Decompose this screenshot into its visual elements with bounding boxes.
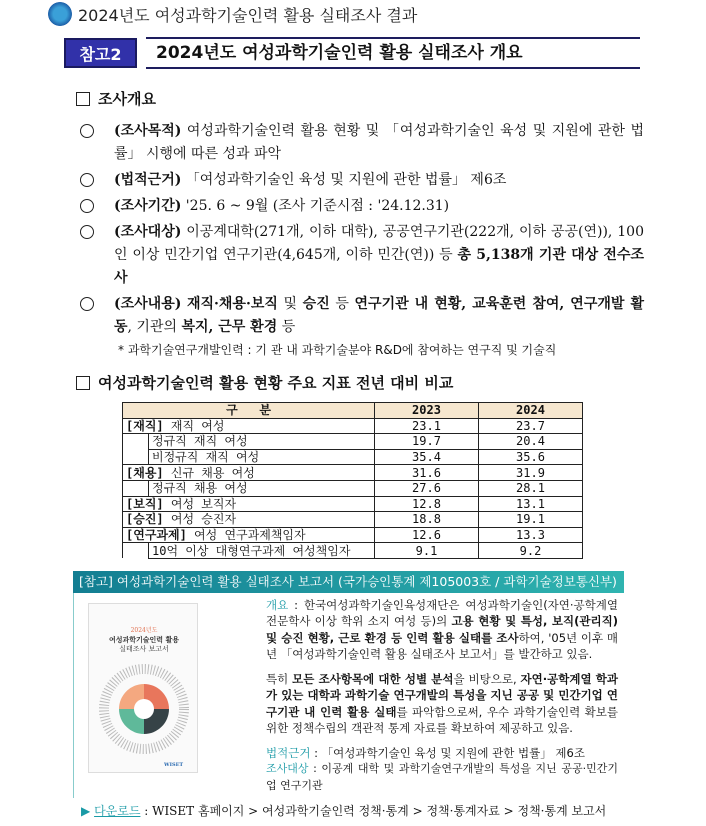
item-bold-text: 복지, 근무 환경 — [181, 319, 278, 335]
circle-bullet-icon — [80, 124, 94, 138]
row-label: 10억 이상 대형연구과제 여성책임자 — [149, 543, 375, 559]
value-2023: 31.6 — [375, 465, 479, 481]
cover-footer: WISET — [164, 761, 184, 768]
value-2024: 13.3 — [479, 527, 583, 543]
column-header: 구 분 — [123, 403, 375, 419]
basis-label: 법적근거 — [266, 745, 311, 760]
table-row — [123, 543, 583, 559]
report-detail — [266, 671, 618, 737]
row-label — [123, 465, 375, 481]
text: 을 비탕으로, — [453, 671, 521, 686]
circle-bullet-icon — [80, 173, 94, 187]
section-title: 2024년도 여성과학기술인력 활용 실태조사 개요 — [146, 37, 640, 69]
value-2024: 20.4 — [479, 434, 583, 450]
item-label: (조사대상) — [114, 224, 182, 240]
item-text: 이공계대학(271개, 이하 대학), 공공연구기관(222개, 이하 공공(연)), 100인 이상 민간기업 연구기관(4,645개, 이하 민간(연)) 등 — [114, 224, 644, 263]
value-2023: 12.8 — [375, 496, 479, 512]
text: : 한국여성과학기술인육성재단은 여성과학기술인(자연·공학계열 전문학사 이상 학위 소지 여성 등)의 — [266, 597, 618, 629]
text: 하여, '05년 이후 매년 「여성과학기술인력 활용 실태조사 보고서」를 발간하고 있음. — [266, 630, 618, 662]
table-row — [123, 434, 583, 450]
row-tag: [승진] — [126, 512, 164, 527]
value-2023: 35.4 — [375, 449, 479, 465]
report-basis — [266, 745, 618, 762]
indent-cell — [123, 449, 149, 465]
value-2024: 19.1 — [479, 512, 583, 528]
row-label-text: 신규 채용 여성 — [163, 465, 255, 480]
item-text: , 기관의 — [127, 319, 182, 335]
value-2023: 9.1 — [375, 543, 479, 559]
row-tag: [재직] — [126, 418, 164, 433]
table-row — [123, 527, 583, 543]
table-header-row — [123, 403, 583, 419]
report-banner: [참고] 여성과학기술인력 활용 실태조사 보고서 (국가승인통계 제105003호 / 과학기술정보통신부) — [73, 571, 624, 593]
indent-cell — [123, 480, 149, 496]
header-title: 2024년도 여성과학기술인력 활용 실태조사 결과 — [78, 5, 418, 25]
cover-year: 2024년도 — [130, 626, 158, 634]
row-tag: [보직] — [126, 496, 164, 511]
value-2024: 31.9 — [479, 465, 583, 481]
value-2024: 9.2 — [479, 543, 583, 559]
target-text: : 이공계 대학 및 과학기술연구개발의 특성을 지닌 공공·민간기업 연구기관 — [266, 762, 618, 792]
table-row — [123, 496, 583, 512]
square-bullet-icon — [76, 376, 90, 390]
overview-label: 개요 — [266, 597, 289, 612]
value-2023: 18.8 — [375, 512, 479, 528]
row-label-text: 재직 여성 — [163, 418, 225, 433]
circle-bullet-icon — [80, 297, 94, 311]
value-2024: 35.6 — [479, 449, 583, 465]
row-tag: [채용] — [126, 465, 164, 480]
item-text: 및 — [277, 296, 303, 312]
overview-heading — [76, 88, 706, 110]
overview-item-content — [80, 293, 644, 339]
item-bold-text: 승진 — [302, 296, 330, 312]
play-arrow-icon: ▶ — [81, 804, 91, 819]
table-row — [123, 418, 583, 434]
item-text: 등 — [277, 319, 296, 335]
row-label — [123, 512, 375, 528]
overview-item-basis — [80, 169, 644, 192]
circle-bullet-icon — [80, 199, 94, 213]
item-label: (조사목적) — [114, 123, 182, 139]
comparison-heading-text: 여성과학기술인력 활용 현황 주요 지표 전년 대비 비교 — [98, 374, 454, 392]
table-row — [123, 512, 583, 528]
value-2023: 23.1 — [375, 418, 479, 434]
basis-text: : 「여성과학기술인 육성 및 지원에 관한 법률」 제6조 — [310, 745, 585, 760]
overview-item-purpose — [80, 120, 644, 166]
row-label — [123, 496, 375, 512]
cover-title: 여성과학기술인력 활용 — [108, 634, 180, 644]
table-row — [123, 480, 583, 496]
item-bold-text: 총 5,138개 기관 대상 전수조사 — [114, 247, 644, 286]
report-panel — [73, 593, 624, 799]
report-cover-graphic — [89, 604, 199, 774]
table-row — [123, 449, 583, 465]
value-2024: 23.7 — [479, 418, 583, 434]
overview-item-target — [80, 221, 644, 290]
item-text: 여성과학기술인력 활용 현황 및 「여성과학기술인 육성 및 지원에 관한 법률」 시행에 따른 성과 파악 — [114, 123, 644, 162]
item-label: (법적근거) — [114, 172, 182, 188]
row-label — [123, 527, 375, 543]
report-section — [73, 571, 624, 821]
item-label: (조사내용) — [114, 296, 182, 312]
report-text — [210, 597, 618, 795]
row-label: 정규직 채용 여성 — [149, 480, 375, 496]
bold-text: 자연·공학계열 학과가 있는 대학과 과학기술 연구개발의 특성을 지닌 공공 및 민간기업 연구기관 내 인력 활용 실태 — [266, 671, 619, 719]
overview-items — [80, 120, 644, 339]
report-overview — [266, 597, 618, 663]
bold-text: 모든 조사항목에 대한 성별 분석 — [292, 671, 454, 686]
item-text: '25. 6 ~ 9월 (조사 기준시점 : '24.12.31) — [181, 198, 450, 214]
indent-cell — [123, 543, 149, 559]
row-label: 비정규직 재직 여성 — [149, 449, 375, 465]
item-bold-text: 연구기관 내 현황, 교육훈련 참여, 연구개발 활동 — [114, 296, 644, 335]
value-2024: 28.1 — [479, 480, 583, 496]
column-header: 2023 — [375, 403, 479, 419]
circle-bullet-icon — [80, 225, 94, 239]
download-line — [81, 802, 624, 820]
table-row — [123, 465, 583, 481]
row-label — [123, 418, 375, 434]
text: 특히 — [266, 671, 293, 686]
target-label: 조사대상 — [266, 762, 309, 776]
square-bullet-icon — [76, 92, 90, 106]
value-2023: 19.7 — [375, 434, 479, 450]
item-label: (조사기간) — [114, 198, 182, 214]
row-label: 정규직 재직 여성 — [149, 434, 375, 450]
item-text: 「여성과학기술인 육성 및 지원에 관한 법률」 제6조 — [181, 172, 507, 188]
value-2024: 13.1 — [479, 496, 583, 512]
indent-cell — [123, 434, 149, 450]
item-bold-text: 재직·채용·보직 — [186, 296, 278, 312]
row-tag: [연구과제] — [126, 528, 187, 543]
comparison-table — [122, 402, 583, 559]
download-path: : WISET 홈페이지 > 여성과학기술인력 정책·통계 > 정책·통계자료 > 정책·통계 보고서 — [140, 804, 607, 819]
item-text: 등 — [329, 296, 355, 312]
bold-text: 고용 현황 및 특성, 보직(관리직) 및 승진 현황, 근로 환경 등 인력 활용 실태를 조사 — [266, 614, 618, 645]
text: 를 파악함으로써, 우수 과학기술인력 확보를 위한 정책수립의 객관적 통계 자료를 확보하여 제공하고 있음. — [266, 704, 618, 736]
comparison-heading — [76, 372, 706, 394]
cover-title: 실태조사 보고서 — [119, 644, 169, 653]
report-cover-image — [88, 603, 198, 773]
footnote: * 과학기술연구개발인력 : 기 관 내 과학기술분야 R&D에 참여하는 연구직 및 기술직 — [118, 343, 557, 357]
download-link[interactable]: 다운로드 — [94, 804, 141, 819]
overview-heading-text: 조사개요 — [98, 90, 156, 108]
value-2023: 12.6 — [375, 527, 479, 543]
section-badge: 참고2 — [64, 38, 137, 68]
row-label-text: 여성 연구과제책임자 — [186, 528, 306, 543]
column-header: 2024 — [479, 403, 583, 419]
row-label-text: 여성 승진자 — [163, 512, 237, 527]
cover-sunburst — [104, 669, 184, 749]
report-target — [266, 761, 618, 794]
value-2023: 27.6 — [375, 480, 479, 496]
row-label-text: 여성 보직자 — [163, 496, 237, 511]
overview-item-period — [80, 195, 644, 218]
